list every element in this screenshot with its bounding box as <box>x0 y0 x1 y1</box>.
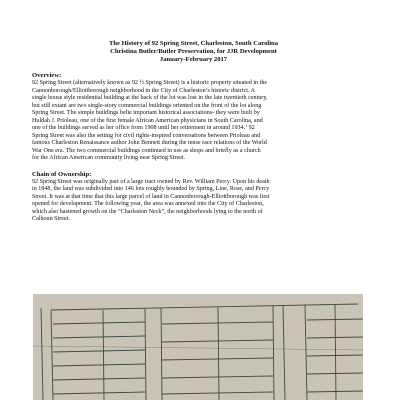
chain-of-ownership-heading: Chain of Ownership: <box>32 171 92 178</box>
map-paper <box>33 294 363 400</box>
overview-line: Spring Street was also the setting for civil rights-inspired conversations between Prioleau and <box>32 132 261 139</box>
overview-line: famous Charleston Renaissance author John Bennett during the tense race relations of the World <box>32 140 267 147</box>
overview-line: single house style residential building at the back of the lot was lost in the late twentieth century, <box>32 95 268 102</box>
chain-line: 92 Spring Street was originally part of a large tract owned by Rev. William Percy. Upon his death <box>32 178 270 185</box>
overview-line-tail: 92 <box>247 125 255 132</box>
overview-line: but still extant are two single-story commercial buildings oriented on the front of the lot along <box>32 102 262 109</box>
chain-line: in 1848, the land was subdivided into 146 lots roughly bounded by Spring, Line, Rose, and Percy <box>32 186 270 193</box>
chain-line: opened for development. The following year, the area was annexed into the City of Charleston, <box>32 201 264 208</box>
chain-line: which also hastened growth on the “Charleston Neck”, the neighborhoods lying to the north of <box>32 208 263 215</box>
chain-line: Street. It was at that time that this large parcel of land in Cannonborough-Elliottborough was first <box>32 193 270 200</box>
title-line-3: January-February 2017 <box>159 55 228 63</box>
overview-line-with-footnote <box>32 125 355 133</box>
overview-line: for the African American community living near Spring Street. <box>32 155 186 162</box>
overview-line: War One era. The two commercial buildings continued in use as shops and briefly as a church <box>32 147 261 154</box>
overview-line: 92 Spring Street (alternatively known as 92 ½ Spring Street) is a historic property situated in the <box>32 79 268 86</box>
chain-line: Calhoun Street. <box>32 216 70 223</box>
overview-line: Cannonborough/Elliottborough neighborhood in the City of Charleston’s historic district. A <box>32 87 256 94</box>
title-line-2: Christina Butler/Butler Preservation, for JJR Development <box>110 47 277 55</box>
plat-map-drawing <box>33 294 363 400</box>
chain-of-ownership-paragraph <box>32 179 355 224</box>
overview-line-text: one of the buildings served as her office from 1908 until her retirement in around 1934. <box>32 125 246 132</box>
footnote-marker: 1 <box>245 123 248 129</box>
overview-line: Spring Street. The simple buildings belie important historical associations- they were built by <box>32 110 260 117</box>
overview-paragraph <box>32 80 355 163</box>
document-title <box>32 40 355 63</box>
overview-heading: Overview: <box>32 72 62 80</box>
historic-plat-map-image <box>33 294 363 400</box>
overview-line: Huldah J. Prioleau, one of the first female African American physicians in South Carolina, and <box>32 117 263 124</box>
title-line-1: The History of 92 Spring Street, Charleston, South Carolina <box>108 40 278 47</box>
